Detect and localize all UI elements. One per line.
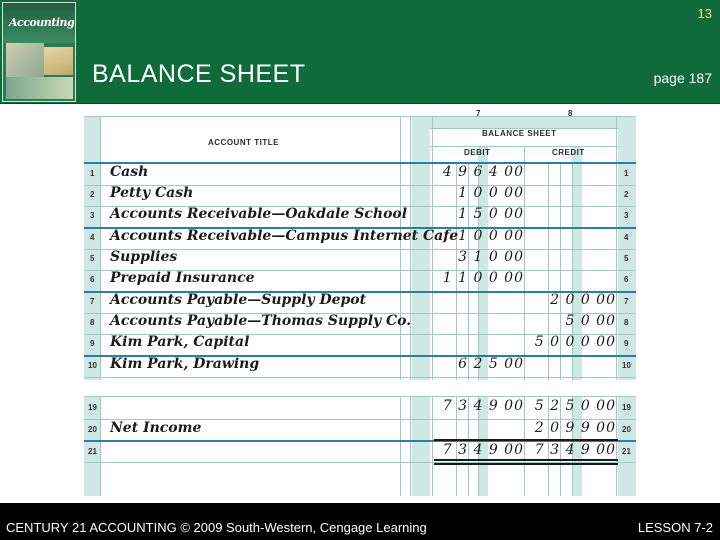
lesson-label: LESSON 7-2 <box>637 520 713 535</box>
slide-footer <box>0 503 720 540</box>
line-number-right: 7 <box>624 297 629 306</box>
account-title: Accounts Payable—Supply Depot <box>110 292 367 308</box>
line-number-right: 3 <box>624 211 629 220</box>
slide-title: BALANCE SHEET <box>92 60 306 88</box>
line-number: 3 <box>90 211 95 220</box>
line-number: 20 <box>88 425 97 434</box>
debit-amount: 1 0 0 00 <box>458 185 524 201</box>
line-number: 5 <box>90 254 95 263</box>
account-title: Prepaid Insurance <box>110 270 255 286</box>
debit-amount: 3 1 0 00 <box>458 249 524 265</box>
account-title: Accounts Receivable—Oakdale School <box>110 206 408 222</box>
line-number: 6 <box>90 275 95 284</box>
book-cover-image <box>2 2 76 102</box>
column-number-8: 8 <box>568 109 573 118</box>
account-title: Supplies <box>110 249 178 265</box>
account-title: Kim Park, Drawing <box>110 356 260 372</box>
credit-amount: 5 0 0 0 00 <box>534 334 616 350</box>
line-number: 21 <box>88 447 97 456</box>
line-number-right: 19 <box>622 403 631 412</box>
balance-sheet-worksheet <box>84 106 636 496</box>
credit-amount: 5 0 00 <box>565 313 616 329</box>
debit-amount: 1 1 0 0 00 <box>442 270 524 286</box>
account-title: Accounts Receivable—Campus Internet Cafe <box>110 228 459 244</box>
account-title: Petty Cash <box>110 185 194 201</box>
line-number-right: 4 <box>624 233 629 242</box>
credit-total: 5 2 5 0 00 <box>534 398 616 414</box>
account-title: Accounts Payable—Thomas Supply Co. <box>110 313 412 329</box>
line-number-right: 9 <box>624 339 629 348</box>
account-title: Cash <box>110 164 149 180</box>
line-number-right: 8 <box>624 318 629 327</box>
debit-amount: 6 2 5 00 <box>458 356 524 372</box>
column-number-7: 7 <box>476 109 481 118</box>
debit-header: DEBIT <box>464 148 491 157</box>
debit-grand-total: 7 3 4 9 00 <box>442 442 524 458</box>
net-income-amount: 2 0 9 9 00 <box>534 420 616 436</box>
debit-amount: 1 0 0 00 <box>458 228 524 244</box>
section-title: BALANCE SHEET <box>482 129 557 138</box>
page-reference: page 187 <box>653 70 712 86</box>
credit-grand-total: 7 3 4 9 00 <box>534 442 616 458</box>
line-number-right: 21 <box>622 447 631 456</box>
slide-header <box>0 0 720 104</box>
line-number-right: 2 <box>624 190 629 199</box>
line-number-right: 6 <box>624 275 629 284</box>
line-number-right: 1 <box>624 169 629 178</box>
line-number: 9 <box>90 339 95 348</box>
debit-amount: 1 5 0 00 <box>458 206 524 222</box>
account-title: Net Income <box>110 420 202 436</box>
line-number: 10 <box>88 361 97 370</box>
line-number: 19 <box>88 403 97 412</box>
account-title: Kim Park, Capital <box>110 334 250 350</box>
line-number-right: 20 <box>622 425 631 434</box>
credit-amount: 2 0 0 00 <box>550 292 616 308</box>
line-number: 8 <box>90 318 95 327</box>
copyright-text: CENTURY 21 ACCOUNTING © 2009 South-Western, Cengage Learning <box>6 520 427 535</box>
line-number-right: 10 <box>622 361 631 370</box>
account-title-header: ACCOUNT TITLE <box>208 138 279 147</box>
line-number: 1 <box>90 169 95 178</box>
book-cover-title: Accounting <box>9 16 75 29</box>
debit-amount: 4 9 6 4 00 <box>442 164 524 180</box>
line-number: 4 <box>90 233 95 242</box>
line-number: 2 <box>90 190 95 199</box>
credit-header: CREDIT <box>552 148 585 157</box>
line-number-right: 5 <box>624 254 629 263</box>
debit-total: 7 3 4 9 00 <box>442 398 524 414</box>
slide-number: 13 <box>697 6 712 21</box>
line-number: 7 <box>90 297 95 306</box>
